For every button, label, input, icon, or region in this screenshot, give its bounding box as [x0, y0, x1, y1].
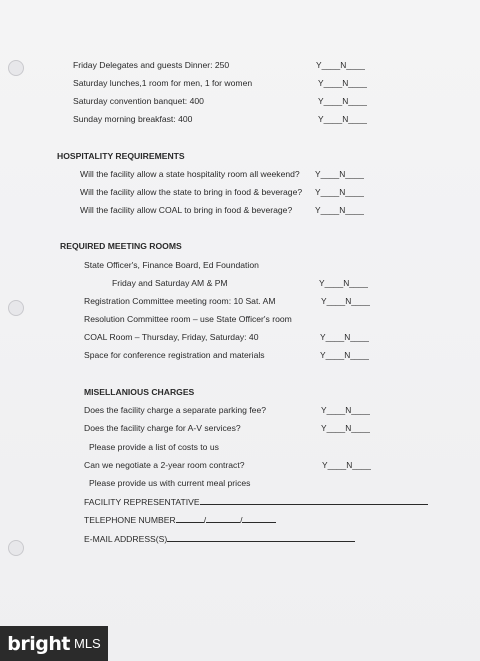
yes-no-field[interactable]: Y____N____ — [318, 78, 367, 88]
logo-brand-text: bright — [7, 632, 70, 655]
misc-item: Can we negotiate a 2-year room contract? — [84, 460, 245, 470]
yes-no-field[interactable]: Y____N____ — [321, 423, 370, 433]
yes-no-field[interactable]: Y____N____ — [315, 187, 364, 197]
meeting-room-item: Registration Committee meeting room: 10 Sat. AM — [84, 296, 276, 306]
yes-no-field[interactable]: Y____N____ — [318, 96, 367, 106]
meeting-room-item: COAL Room – Thursday, Friday, Saturday: 40 — [84, 332, 259, 342]
telephone-field[interactable] — [84, 514, 276, 526]
punch-hole-icon — [8, 540, 24, 556]
slash-separator: / — [203, 515, 207, 525]
slash-separator: / — [240, 515, 243, 525]
yes-no-field[interactable]: Y____N____ — [315, 169, 364, 179]
punch-hole-icon — [8, 300, 24, 316]
facility-representative-blank[interactable] — [200, 496, 428, 505]
facility-representative-field[interactable] — [84, 496, 428, 508]
meal-item: Friday Delegates and guests Dinner: 250 — [73, 60, 230, 70]
telephone-line-blank[interactable] — [242, 514, 276, 523]
yes-no-field[interactable]: Y____N____ — [318, 114, 367, 124]
yes-no-field[interactable]: Y____N____ — [321, 296, 370, 306]
email-blank[interactable] — [167, 533, 355, 542]
yes-no-field[interactable]: Y____N____ — [322, 460, 371, 470]
hospitality-item: Will the facility allow a state hospitality room all weekend? — [80, 169, 300, 179]
logo-suffix-text: MLS — [73, 636, 101, 651]
email-field[interactable] — [84, 533, 355, 545]
telephone-label: TELEPHONE NUMBER — [84, 515, 176, 525]
yes-no-field[interactable]: Y____N____ — [320, 332, 369, 342]
section-heading-misc-charges: MISELLANIOUS CHARGES — [84, 387, 195, 397]
meal-item: Saturday lunches,1 room for men, 1 for women — [73, 78, 253, 88]
meeting-room-item: Resolution Committee room – use State Officer's room — [84, 314, 292, 324]
meeting-room-item: State Officer's, Finance Board, Ed Foundation — [84, 260, 259, 270]
yes-no-field[interactable]: Y____N____ — [320, 350, 369, 360]
meeting-room-item: Friday and Saturday AM & PM — [112, 278, 228, 288]
section-heading-meeting-rooms: REQUIRED MEETING ROOMS — [60, 241, 182, 251]
yes-no-field[interactable]: Y____N____ — [316, 60, 365, 70]
facility-representative-label: FACILITY REPRESENTATIVE — [84, 497, 200, 507]
telephone-prefix-blank[interactable] — [203, 514, 243, 525]
yes-no-field[interactable]: Y____N____ — [315, 205, 364, 215]
telephone-area-blank[interactable] — [176, 514, 207, 525]
misc-item: Please provide a list of costs to us — [89, 442, 219, 452]
hospitality-item: Will the facility allow the state to bring in food & beverage? — [80, 187, 303, 197]
meal-item: Sunday morning breakfast: 400 — [73, 114, 193, 124]
misc-item: Does the facility charge for A-V services? — [84, 423, 241, 433]
yes-no-field[interactable]: Y____N____ — [319, 278, 368, 288]
misc-item: Please provide us with current meal prices — [89, 478, 251, 488]
section-heading-hospitality: HOSPITALITY REQUIREMENTS — [57, 151, 185, 161]
bright-mls-logo — [0, 626, 108, 661]
meeting-room-item: Space for conference registration and materials — [84, 350, 265, 360]
yes-no-field[interactable]: Y____N____ — [321, 405, 370, 415]
meal-item: Saturday convention banquet: 400 — [73, 96, 204, 106]
hospitality-item: Will the facility allow COAL to bring in food & beverage? — [80, 205, 293, 215]
email-label: E-MAIL ADDRESS(S) — [84, 534, 168, 544]
punch-hole-icon — [8, 60, 24, 76]
misc-item: Does the facility charge a separate parking fee? — [84, 405, 267, 415]
